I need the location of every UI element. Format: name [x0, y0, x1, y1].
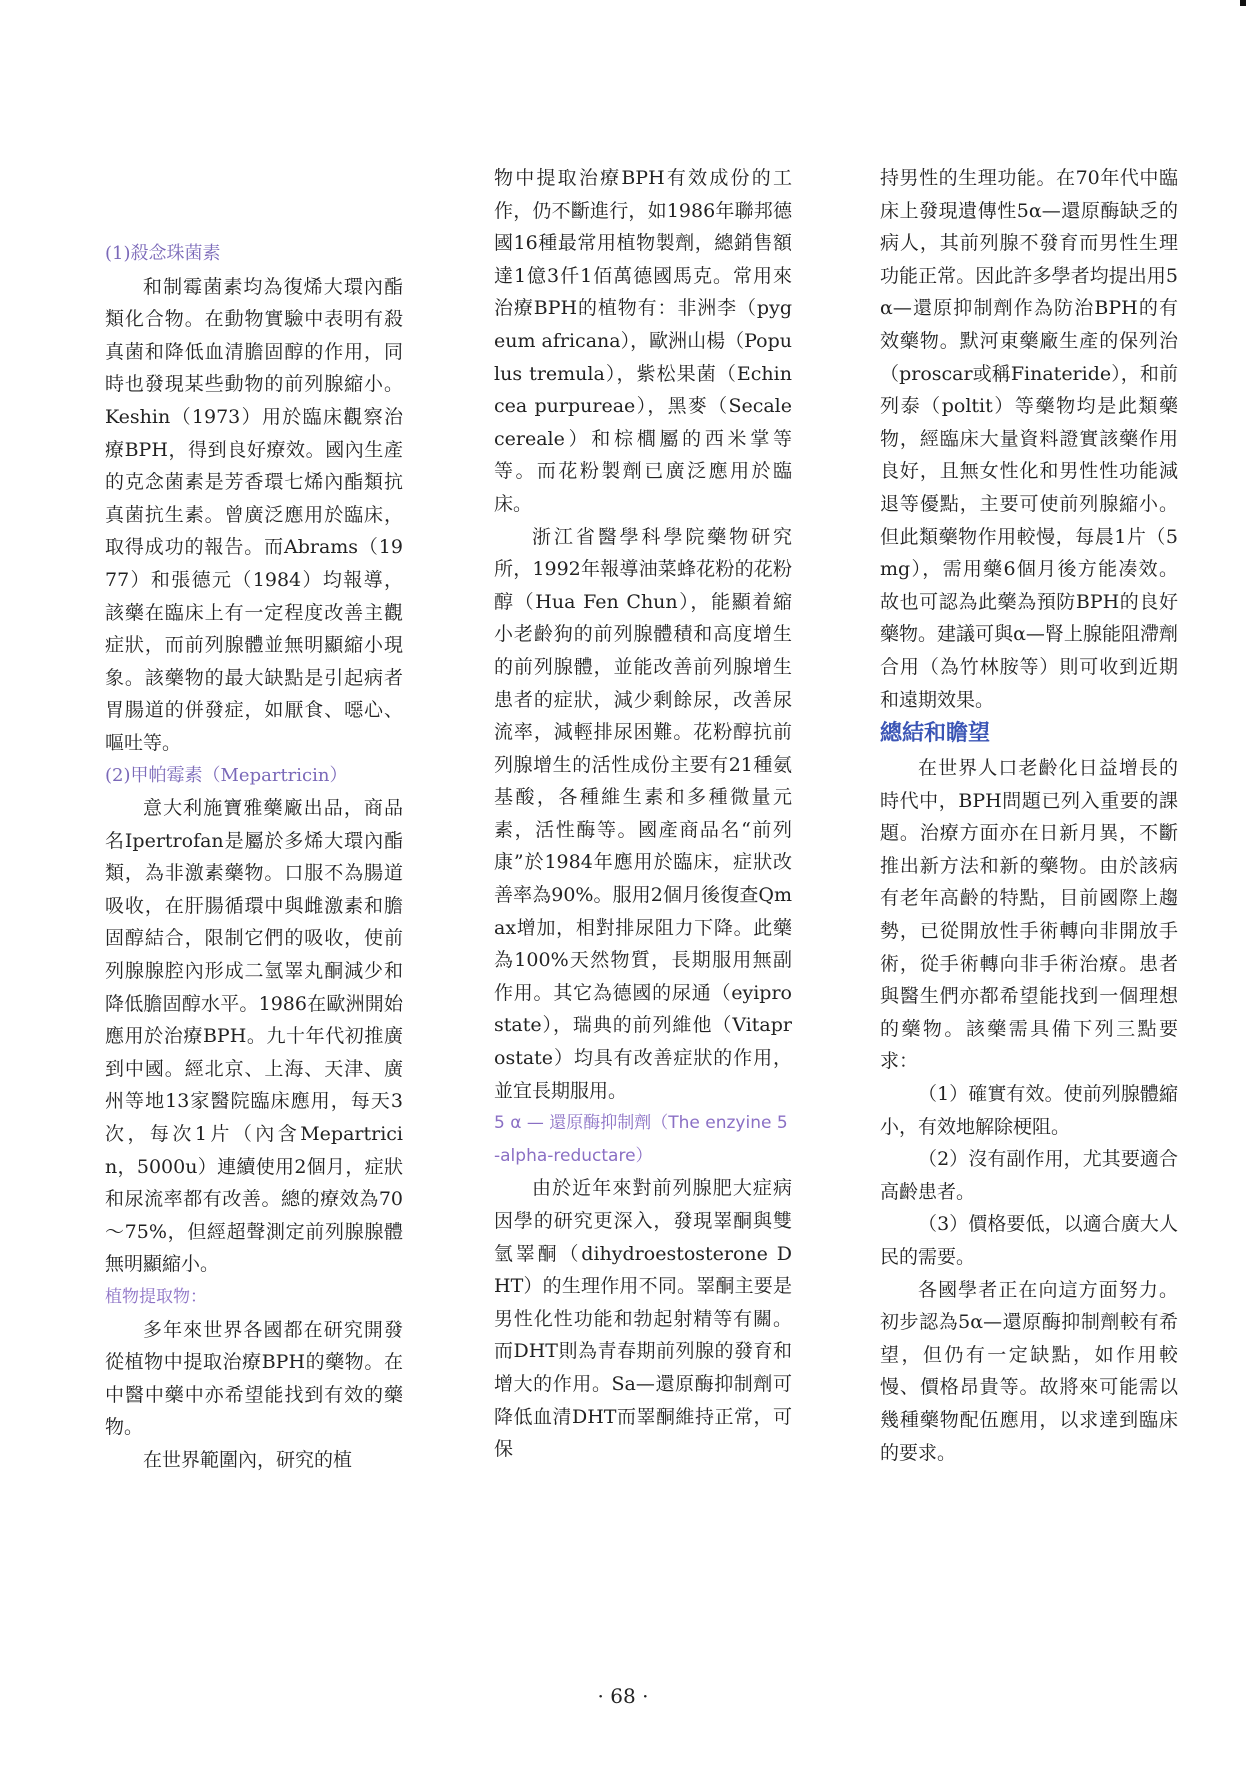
column-top-space: [105, 162, 403, 238]
column-2: [494, 162, 792, 1466]
paragraph: 在世界人口老齡化日益增長的時代中，BPH問題已列入重要的課題。治療方面亦在日新月異，不斷推出新方法和新的藥物。由於該病有老年高齡的特點，目前國際上趨勢，已從開放性手術轉向非開放手術，從手術轉向非手術治療。患者與醫生們亦都希望能找到一個理想的藥物。該藥需具備下列三點要求：: [880, 757, 1178, 1073]
paragraph: 各國學者正在向這方面努力。初步認為5α—還原酶抑制劑較有希望，但仍有一定缺點，如作用較慢、價格昂貴等。故將來可能需以幾種藥物配伍應用，以求達到臨床的要求。: [880, 1278, 1178, 1464]
paragraph: 持男性的生理功能。在70年代中臨床上發現遺傳性5α—還原酶缺乏的病人，其前列腺不發育而男性生理功能正常。因此許多學者均提出用5α—還原抑制劑作為防治BPH的有效藥物。默河東藥廠生產的保列治（proscar或稱Finateride），和前列泰（poltit）等藥物均是此類藥物，經臨床大量資料證實該藥作用良好，且無女性化和男性性功能減退等優點，主要可使前列腺縮小。但此類藥物作用較慢，每晨1片（5mg），需用藥6個月後方能凑效。故也可認為此藥為預防BPH的良好藥物。建議可與α—腎上腺能阻滯劑合用（為竹林胺等）則可收到近期和遠期效果。: [880, 167, 1178, 711]
scan-corner-mark: [1240, 0, 1246, 6]
section-title-summary: 總結和瞻望: [880, 721, 991, 747]
heading-mepartricin: (2)甲帕霉素（Mepartricin）: [105, 764, 348, 786]
paragraph: 意大利施寶雅藥廠出品，商品名Ipertrofan是屬於多烯大環內酯類，為非激素藥物。口服不為腸道吸收，在肝腸循環中與雌激素和膽固醇結合，限制它們的吸收，使前列腺腺腔內形成二氫睪丸酮減少和降低膽固醇水平。1986在歐洲開始應用於治療BPH。九十年代初推廣到中國。經北京、上海、天津、廣州等地13家醫院臨床應用，每天3次，每次1片（內含Mepartricin，5000u）連續使用2個月，症狀和尿流率都有改善。總的療效為70～75%，但經超聲測定前列腺腺體無明顯縮小。: [105, 797, 403, 1276]
paragraph: 由於近年來對前列腺肥大症病因學的研究更深入，發現睪酮與雙氫睪酮（dihydroestosterone DHT）的生理作用不同。睪酮主要是男性化性功能和勃起射精等有關。而DHT則為青春期前列腺的發育和增大的作用。Sa—還原酶抑制劑可降低血清DHT而睪酮維持正常，可保: [494, 1177, 792, 1461]
paragraph: 在世界範圍內，研究的植: [143, 1448, 353, 1471]
paragraph: 多年來世界各國都在研究開發從植物中提取治療BPH的藥物。在中醫中藥中亦希望能找到有效的藥物。: [105, 1318, 403, 1439]
paragraph: 浙江省醫學科學院藥物研究所，1992年報導油菜蜂花粉的花粉醇（Hua Fen Chun），能顯着縮小老齡狗的前列腺體積和高度增生的前列腺體，並能改善前列腺增生患者的症狀，減少剩餘尿，改善尿流率，減輕排尿困難。花粉醇抗前列腺增生的活性成份主要有21種氨基酸，各種維生素和多種微量元素，活性酶等。國產商品名“前列康”於1984年應用於臨床，症狀改善率為90%。服用2個月後復查Qmax增加，相對排尿阻力下降。此藥為100%天然物質，長期服用無副作用。其它為德國的尿通（eyiprostate），瑞典的前列維他（Vitaprostate）均具有改善症狀的作用，並宜長期服用。: [494, 525, 792, 1102]
paragraph: 物中提取治療BPH有效成份的工作，仍不斷進行，如1986年聯邦德國16種最常用植物製劑，總銷售額達1億3仟1佰萬德國馬克。常用來治療BPH的植物有：非洲李（pygeum africana），歐洲山楊（Populus tremula），紫松果菌（Echincea purpureae），黑麥（Secale cereale）和棕櫚屬的西米掌等等。而花粉製劑已廣泛應用於臨床。: [494, 167, 792, 515]
requirement-2: （2）沒有副作用，尤其要適合高齡患者。: [880, 1148, 1178, 1203]
paragraph: 和制霉菌素均為復烯大環內酯類化合物。在動物實驗中表明有殺真菌和降低血清膽固醇的作用，同時也發現某些動物的前列腺縮小。Keshin（1973）用於臨床觀察治療BPH，得到良好療效。國內生產的克念菌素是芳香環七烯內酯類抗真菌抗生素。曾廣泛應用於臨床，取得成功的報告。而Abrams（1977）和張德元（1984）均報導，該藥在臨床上有一定程度改善主觀症狀，而前列腺體並無明顯縮小現象。該藥物的最大缺點是引起病者胃腸道的併發症，如厭食、噁心、嘔吐等。: [105, 275, 403, 754]
heading-5-alpha-reductase: 5 α — 還原酶抑制劑（The enzyine 5-alpha-reductare）: [494, 1113, 788, 1166]
requirement-1: （1）確實有效。使前列腺體縮小，有效地解除梗阻。: [880, 1083, 1178, 1138]
heading-candicidin: (1)殺念珠菌素: [105, 243, 221, 264]
column-1: [105, 162, 403, 1477]
requirement-3: （3）價格要低，以適合廣大人民的需要。: [880, 1213, 1178, 1268]
heading-plant-extracts: 植物提取物：: [105, 1287, 207, 1307]
page-number: · 68 ·: [597, 1684, 649, 1708]
column-3: [880, 162, 1178, 1469]
